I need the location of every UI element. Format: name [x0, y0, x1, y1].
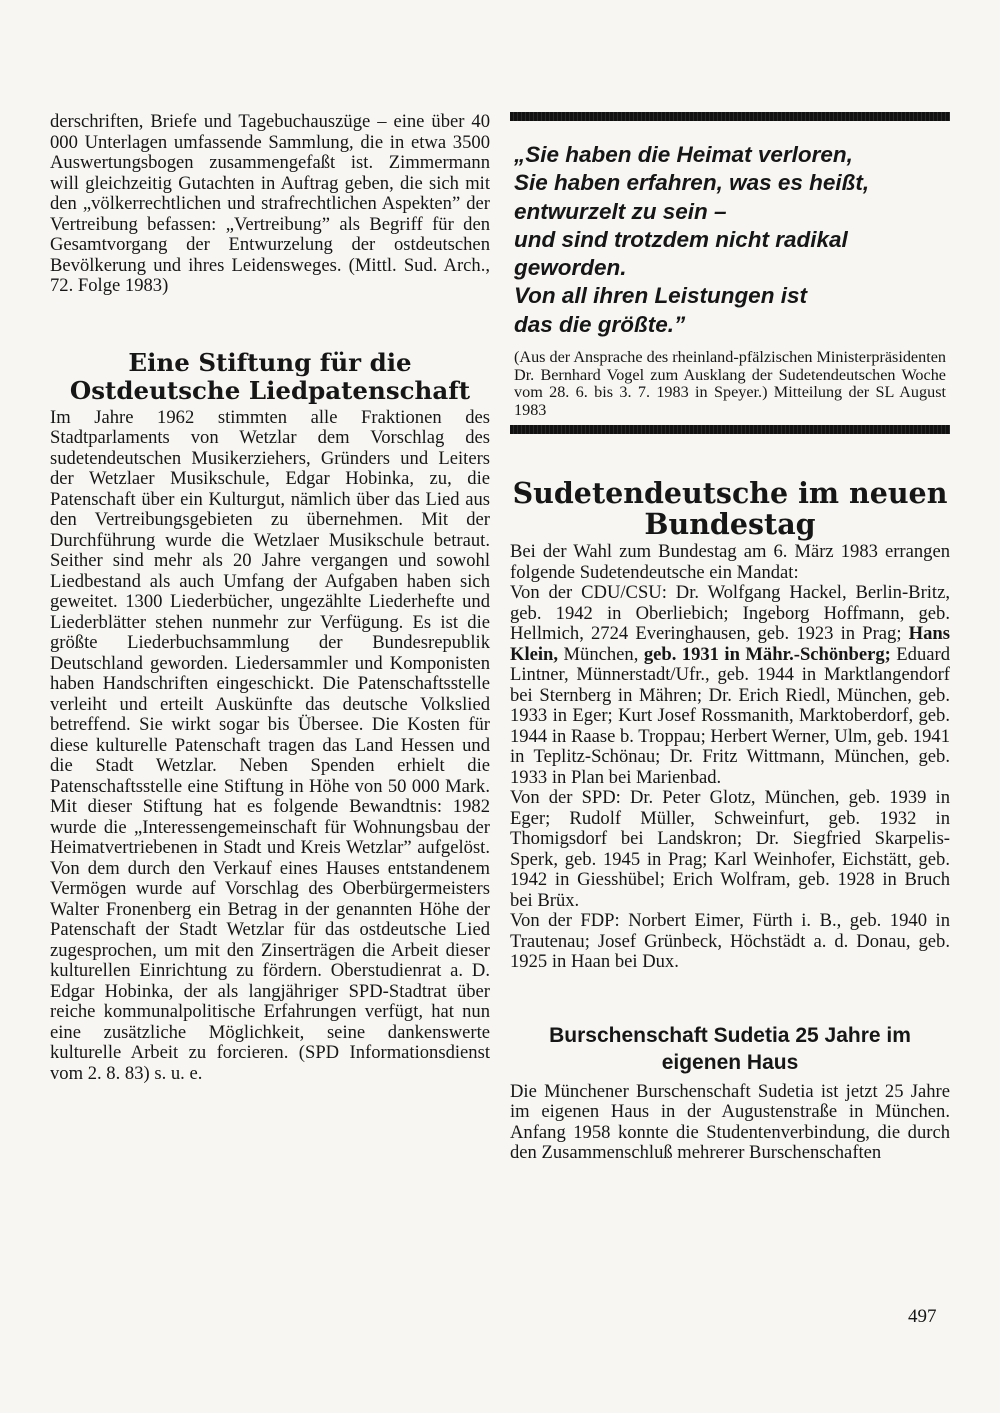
quote-source: (Aus der Ansprache des rheinland-pfälzischen Ministerpräsidenten Dr. Bernhard Vogel zum Ausklang der Sudetendeutschen Woche vom 28. 6. bis 3. 7. 1983 in Speyer.) Mitteilung der SL August 1983: [514, 348, 946, 419]
quote-line: und sind trotzdem nicht radikal: [514, 226, 848, 252]
bottom-bar-divider: [510, 425, 950, 434]
pull-quote: [514, 141, 950, 339]
cdu-bold-name: Hans Klein,: [510, 623, 950, 665]
quote-box: [510, 112, 950, 434]
article-body-stiftung: Im Jahre 1962 stimmten alle Fraktionen des Stadtparlaments von Wetzlar dem Vorschlag des sudetendeutschen Musikerziehers, Gründers und Leiters der Wetzlaer Musikschule, Edgar Hobinka, zu, die Patenschaft über ein Kulturgut, nämlich über das Lied aus den Vertreibungsgebieten zu übernehmen. Mit der Durchführung wurde die Wetzlaer Musikschule betraut. Seither sind mehr als 20 Jahre vergangen und sowohl Liedbestand als auch Umfang der Aufgaben haben sich geweitet. 1300 Liederbücher, ungezählte Liederhefte und Liederblätter stehen nunmehr zur Verfügung. Es ist die größte Liederbuchsammlung der Bundesrepublik Deutschland geworden. Liedersammler und Komponisten haben Handschriften eingeschickt. Die Patenschaftsstelle verleiht und erteilt Auskünfte das deutsche Volkslied betreffend. Sie wirkt sogar bis Übersee. Die Kosten für diese kulturelle Patenschaft tragen das Land Hessen und die Stadt Wetzlar. Neben Spenden erhielt die Patenschaftsstelle eine Stiftung in Höhe von 50 000 Mark. Mit dieser Stiftung hat es folgende Bewandtnis: 1982 wurde die „Interessengemeinschaft für Wohnungsbau der Heimatvertriebenen in Stadt und Kreis Wetzlar” aufgelöst. Von dem durch den Verkauf eines Hauses entstandenem Vermögen wurde auf Vorschlag des Oberbürgermeisters Walter Fronenberg ein Betrag in der genannten Höhe der Patenschaft der Stadt Wetzlar für das ostdeutsche Lied zugesprochen, um mit den Zinserträgen die Arbeit dieser kulturellen Einrichtung zu fördern. Oberstudienrat a. D. Edgar Hobinka, der als langjähriger SPD-Stadtrat über reiche kommunalpolitische Erfahrungen verfügt, hat nun eine zusätzliche Möglichkeit, seine dankenswerte kulturelle Arbeit zu forcieren. (SPD Informationsdienst vom 2. 8. 83) s. u. e.: [50, 406, 490, 1084]
quote-line: Sie haben erfahren, was es heißt,: [514, 170, 870, 196]
cdu-text-mid: München,: [558, 643, 644, 665]
quote-line: Von all ihren Leistungen ist: [514, 283, 807, 309]
continuation-paragraph: derschriften, Briefe und Tagebuchauszüge – eine über 40 000 Unterlagen umfassende Sammlung, die in etwa 3500 Auswertungsbogen zusammengefaßt ist. Zimmermann will gleichzeitig Gutachten in Auftrag geben, die sich mit den „völkerrechtlichen und strafrechtlichen Aspekten” der Vertreibung befassen: „Vertreibung” als Begriff für den Gesamtvorgang der Entwurzelung der ostdeutschen Bevölkerung und ihres Leidensweges. (Mittl. Sud. Arch., 72. Folge 1983): [50, 111, 490, 296]
quote-line: „Sie haben die Heimat verloren,: [514, 142, 853, 167]
article-heading-bundestag: Sudetendeutsche im neuen Bundestag: [512, 476, 948, 542]
top-bar-divider: [510, 112, 950, 121]
fdp-entry: Von der FDP: Norbert Eimer, Fürth i. B., geb. 1940 in Trautenau; Josef Grünbeck, Höchstädt a. d. Donau, geb. 1925 in Haan bei Dux.: [510, 910, 950, 973]
quote-line: das die größte.”: [514, 311, 686, 337]
right-column: [510, 112, 950, 1164]
cdu-entry: [510, 583, 950, 788]
page-number: 497: [908, 1306, 937, 1327]
cdu-text-start: Von der CDU/CSU: Dr. Wolfgang Hackel, Berlin-Britz, geb. 1942 in Oberliebich; Ingeborg Hoffmann, geb. Hellmich, 2724 Everinghausen, geb. 1923 in Prag;: [510, 582, 950, 645]
cdu-text-end: Eduard Lintner, Münnerstadt/Ufr., geb. 1944 in Marktlangendorf bei Sternberg in Mähren; Dr. Erich Riedl, München, geb. 1933 in Eger; Kurt Josef Rossmanith, Marktoberdorf, geb. 1944 in Raase b. Troppau; Herbert Werner, Ulm, geb. 1941 in Teplitz-Schönau; Dr. Fritz Wittmann, München, geb. 1933 in Plan bei Marienbad.: [510, 643, 950, 788]
spd-entry: Von der SPD: Dr. Peter Glotz, München, geb. 1939 in Eger; Rudolf Müller, Schweinfurt, geb. 1932 in Thomigsdorf bei Landskron; Dr. Siegfried Skarpelis-Sperk, geb. 1945 in Prag; Karl Weinhofer, Eichstätt, geb. 1942 in Giesshübel; Erich Wolfram, geb. 1928 in Bruch bei Brüx.: [510, 787, 950, 911]
article-body-sudetia: Die Münchener Burschenschaft Sudetia ist jetzt 25 Jahre im eigenen Haus in der Augustenstraße in München. Anfang 1958 konnte die Studentenverbindung, die durch den Zusammenschluß mehrerer Burschenschaften: [510, 1080, 950, 1164]
left-column: [50, 112, 490, 1084]
bundestag-intro: Bei der Wahl zum Bundestag am 6. März 1983 errangen folgende Sudetendeutsche ein Mandat:: [510, 541, 950, 583]
quote-line: geworden.: [514, 255, 627, 281]
quote-line: entwurzelt zu sein –: [514, 198, 727, 224]
article-heading-stiftung: Eine Stiftung für die Ostdeutsche Liedpatenschaft: [69, 347, 471, 405]
cdu-bold-birth: geb. 1931 in Mähr.-Schönberg;: [643, 643, 891, 665]
article-heading-sudetia: Burschenschaft Sudetia 25 Jahre im eigenen Haus: [549, 1023, 911, 1074]
